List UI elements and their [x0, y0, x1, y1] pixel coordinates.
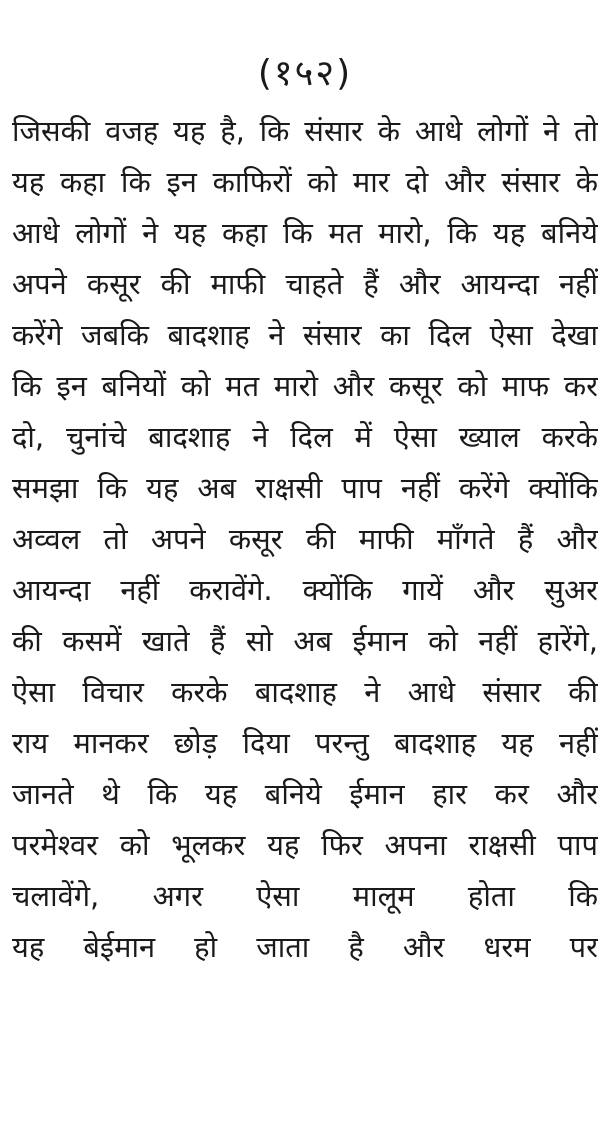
- text-line: कि इन बनियों को मत मारो और कसूर को माफ कर: [12, 369, 598, 403]
- text-line: यह कहा कि इन काफिरों को मार दो और संसार के: [12, 165, 598, 199]
- text-line: आधे लोगों ने यह कहा कि मत मारो, कि यह बनिये: [12, 216, 598, 250]
- text-line: दो, चुनांचे बादशाह ने दिल में ऐसा ख्याल करके: [12, 420, 598, 454]
- text-line: समझा कि यह अब राक्षसी पाप नहीं करेंगे क्योंकि: [12, 471, 598, 505]
- text-line: ऐसा विचार करके बादशाह ने आधे संसार की: [12, 675, 598, 709]
- page-number: (१५२): [257, 53, 353, 94]
- text-line: अपने कसूर की माफी चाहते हैं और आयन्दा नहीं: [12, 267, 598, 301]
- text-line: आयन्दा नहीं करावेंगे. क्योंकि गायें और सुअर: [12, 573, 598, 607]
- text-line: चलावेंगे, अगर ऐसा मालूम होता कि: [12, 879, 598, 913]
- text-line: परमेश्वर को भूलकर यह फिर अपना राक्षसी पाप: [12, 828, 598, 862]
- text-line: की कसमें खाते हैं सो अब ईमान को नहीं हारेंगे,: [12, 624, 598, 658]
- text-line: यह बेईमान हो जाता है और धरम पर: [12, 930, 598, 964]
- body-text: [12, 106, 598, 973]
- text-line: राय मानकर छोड़ दिया परन्तु बादशाह यह नहीं: [12, 726, 598, 760]
- text-line: करेंगे जबकि बादशाह ने संसार का दिल ऐसा देखा: [12, 318, 598, 352]
- text-line: जानते थे कि यह बनिये ईमान हार कर और: [12, 777, 598, 811]
- text-line: अव्वल तो अपने कसूर की माफी माँगते हैं और: [12, 522, 598, 556]
- text-line: जिसकी वजह यह है, कि संसार के आधे लोगों ने तो: [12, 114, 598, 148]
